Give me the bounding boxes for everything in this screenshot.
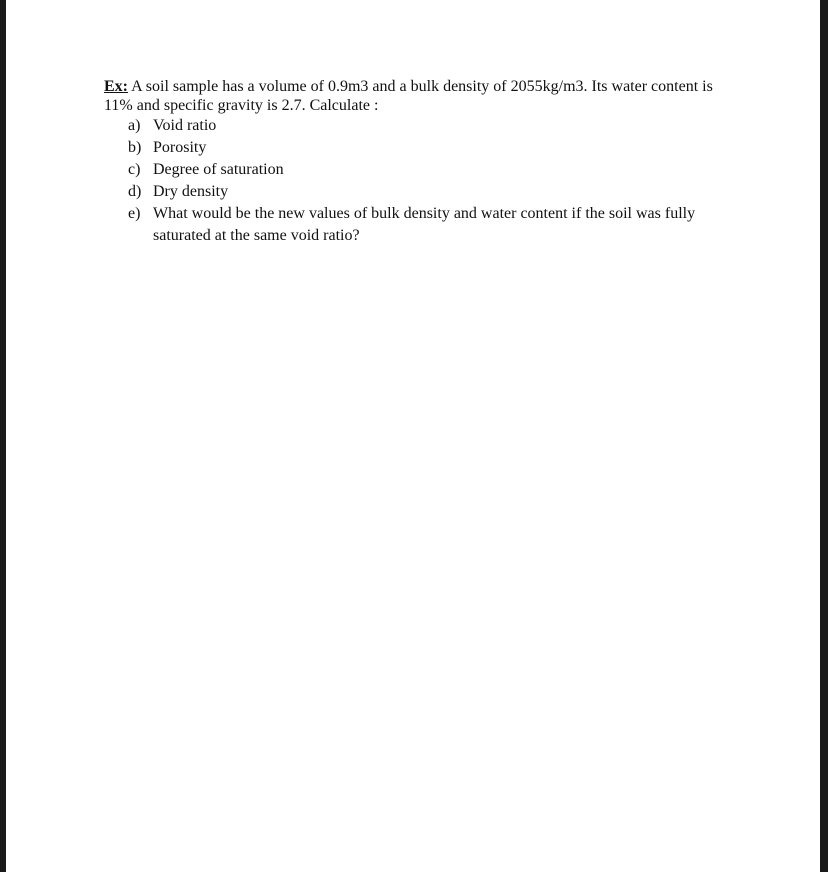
- question-text: Degree of saturation: [153, 161, 284, 178]
- question-letter: a): [128, 117, 141, 134]
- list-item: [104, 137, 734, 159]
- problem-statement: [104, 77, 734, 247]
- question-text: Dry density: [153, 183, 229, 200]
- document-page: [6, 0, 820, 872]
- intro-text: A soil sample has a volume of 0.9m3 and a bulk density of 2055kg/m3. Its water content is 11% and specific gravity is 2.7. Calculate :: [104, 78, 713, 114]
- list-item: [104, 159, 734, 181]
- question-letter: d): [128, 183, 142, 200]
- list-item: [104, 115, 734, 137]
- question-letter: c): [128, 161, 141, 178]
- question-letter: b): [128, 139, 142, 156]
- list-item: [104, 181, 734, 203]
- example-label: Ex:: [104, 78, 128, 95]
- question-text: Porosity: [153, 139, 207, 156]
- question-text: Void ratio: [153, 117, 217, 134]
- list-item: [104, 203, 734, 247]
- question-letter: e): [128, 205, 141, 222]
- question-list: [104, 115, 734, 247]
- intro-paragraph: [104, 77, 734, 115]
- question-text: What would be the new values of bulk density and water content if the soil was fully saturated at the same void ratio?: [153, 205, 696, 244]
